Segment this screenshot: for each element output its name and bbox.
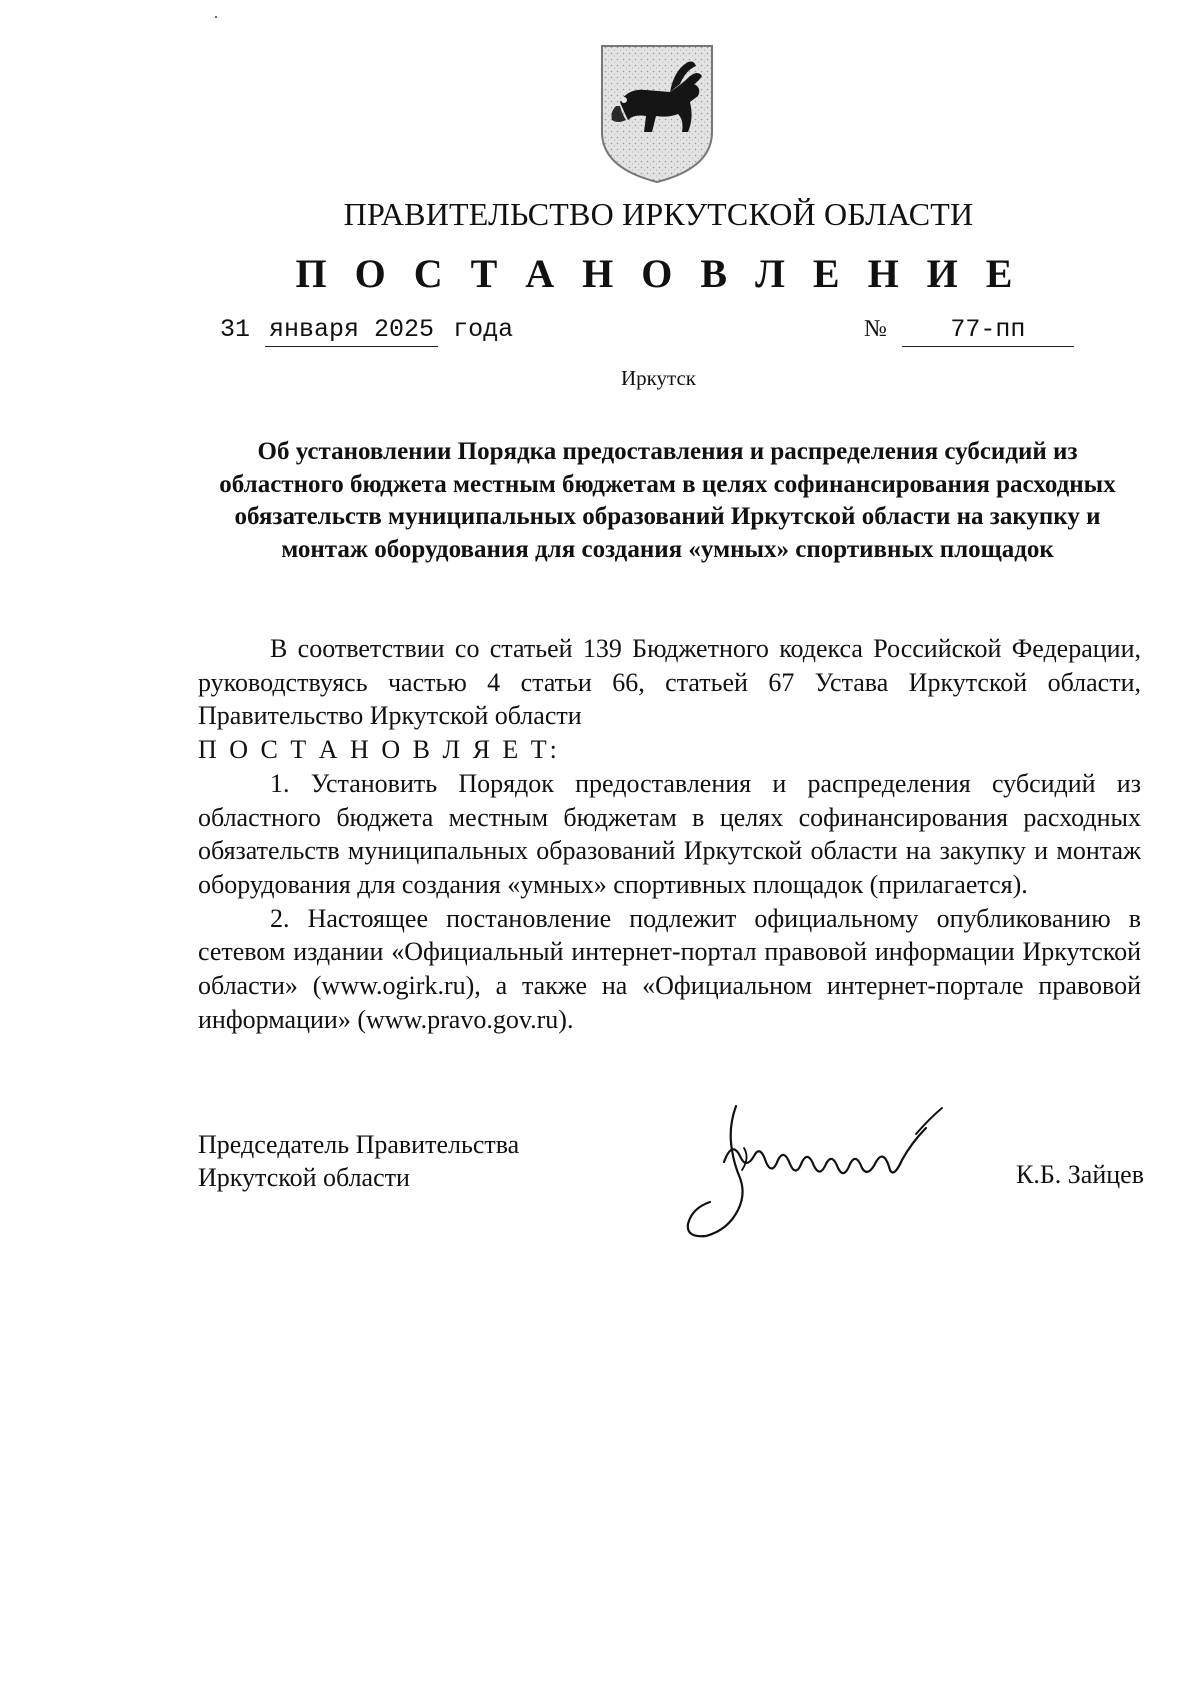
scan-speck [215, 16, 217, 18]
date-year-word: года [453, 315, 514, 344]
preamble-paragraph: В соответствии со статьей 139 Бюджетного кодекса Российской Федерации, руководствуясь частью 4 статьи 66, статьей 67 Устава Иркутской области, Правительство Иркутской области [198, 634, 1141, 731]
number-value: 77-пп [902, 315, 1074, 347]
date-month-year: января 2025 [265, 315, 438, 347]
item-2-paragraph: 2. Настоящее постановление подлежит официальному опубликованию в сетевом издании «Официальный интернет-портал правовой информации Иркутской области» (www.ogirk.ru), а также на «Официальном интернет-портале правовой информации» (www.pravo.gov.ru). [198, 903, 1141, 1034]
coat-of-arms-icon [598, 40, 716, 185]
signer-position [198, 1128, 519, 1194]
city: Иркутск [620, 366, 697, 390]
document-type: П О С Т А Н О В Л Е Н И Е [295, 251, 1022, 296]
document-number [864, 315, 1074, 347]
document-body [198, 632, 1141, 1036]
resolves-heading: П О С Т А Н О В Л Я Е Т: [198, 735, 560, 765]
organization-name: ПРАВИТЕЛЬСТВО ИРКУТСКОЙ ОБЛАСТИ [343, 196, 974, 232]
signer-name: К.Б. Зайцев [1016, 1160, 1144, 1189]
number-sign: № [864, 316, 887, 342]
handwritten-signature-icon [680, 1098, 980, 1248]
document-title: Об установлении Порядка предоставления и распределения субсидий из областного бюджета местным бюджетам в целях софинансирования расходных обязательств муниципальных образований Иркутской области на закупку и монтаж оборудования для создания «умных» спортивных площадок [219, 438, 1116, 563]
item-1-paragraph: 1. Установить Порядок предоставления и распределения субсидий из областного бюджета местным бюджетам в целях софинансирования расходных обязательств муниципальных образований Иркутской области на закупку и монтаж оборудования для создания «умных» спортивных площадок (прилагается). [198, 768, 1141, 899]
document-date [220, 315, 513, 347]
date-day: 31 [220, 315, 251, 344]
signer-position-line-2: Иркутской области [198, 1163, 410, 1192]
signer-position-line-1: Председатель Правительства [198, 1130, 520, 1159]
